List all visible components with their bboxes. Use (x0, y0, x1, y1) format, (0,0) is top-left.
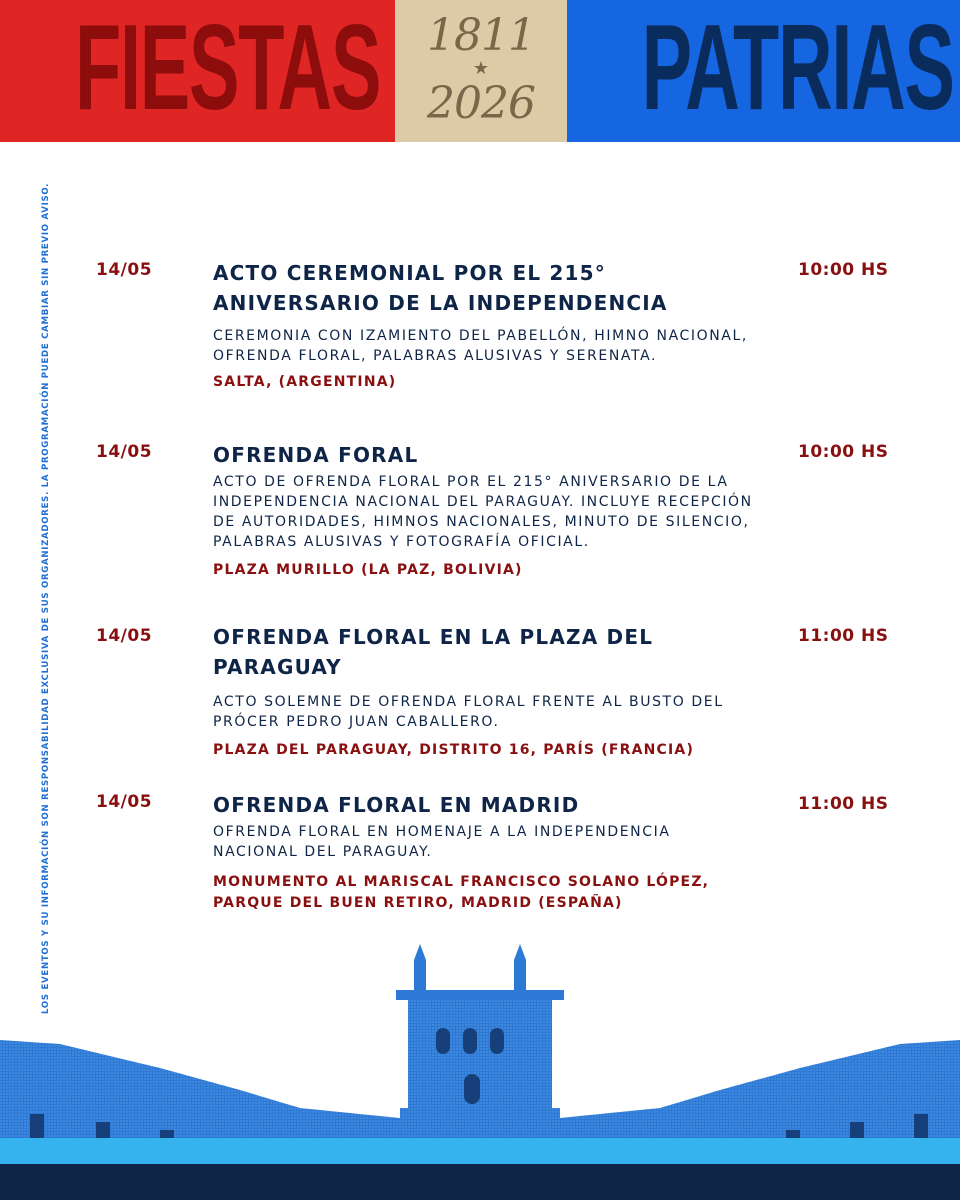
event-description: ACTO DE OFRENDA FLORAL POR EL 215° ANIVERSARIO DE LA INDEPENDENCIA NACIONAL DEL PARAGUAY. INCLUYE RECEPCIÓN DE AUTORIDADES, HIMNOS NACIONALES, MINUTO DE SILENCIO, PALABRAS ALUSIVAS Y FOTOGRAFÍA OFICIAL. (213, 474, 753, 550)
year-start: 1811 (427, 10, 535, 61)
event-body (213, 440, 753, 581)
event-description: CEREMONIA CON IZAMIENTO DEL PABELLÓN, HIMNO NACIONAL, OFRENDA FLORAL, PALABRAS ALUSIVAS Y SERENATA. (213, 328, 748, 364)
event-date: 14/05 (96, 626, 153, 646)
event-time: 10:00 HS (798, 442, 889, 462)
event-time: 11:00 HS (798, 626, 889, 646)
year-end: 2026 (427, 78, 535, 129)
event-body (213, 622, 753, 761)
event-body (213, 790, 753, 914)
star-icon: ★ (472, 58, 490, 79)
event-time: 10:00 HS (798, 260, 889, 280)
event-body (213, 258, 753, 393)
disclaimer-text: LOS EVENTOS Y SU INFORMACIÓN SON RESPONSABILIDAD EXCLUSIVA DE SUS ORGANIZADORES. LA PROGRAMACIÓN PUEDE CAMBIAR SIN PREVIO AVISO. (41, 182, 51, 1014)
event-title: OFRENDA FLORAL EN LA PLAZA DEL PARAGUAY (213, 625, 654, 679)
event-date: 14/05 (96, 792, 153, 812)
disclaimer-vertical (40, 182, 58, 1014)
event-time: 11:00 HS (798, 794, 889, 814)
header-red-panel (0, 0, 395, 142)
header-right-word: PATRIAS (641, 0, 954, 135)
event-location: PLAZA DEL PARAGUAY, DISTRITO 16, PARÍS (FRANCIA) (213, 742, 695, 758)
event-location: MONUMENTO AL MARISCAL FRANCISCO SOLANO LÓPEZ, PARQUE DEL BUEN RETIRO, MADRID (ESPAÑA) (213, 874, 710, 911)
event-date: 14/05 (96, 442, 153, 462)
header-left-word: FIESTAS (75, 0, 381, 135)
event-location: PLAZA MURILLO (LA PAZ, BOLIVIA) (213, 562, 523, 578)
event-date: 14/05 (96, 260, 153, 280)
event-title: ACTO CEREMONIAL POR EL 215° ANIVERSARIO DE LA INDEPENDENCIA (213, 261, 668, 315)
event-location: SALTA, (ARGENTINA) (213, 374, 397, 390)
palacio-de-lopez-icon (0, 940, 960, 1200)
header-blue-panel (567, 0, 960, 142)
event-description: OFRENDA FLORAL EN HOMENAJE A LA INDEPENDENCIA NACIONAL DEL PARAGUAY. (213, 824, 671, 860)
event-description: ACTO SOLEMNE DE OFRENDA FLORAL FRENTE AL BUSTO DEL PRÓCER PEDRO JUAN CABALLERO. (213, 694, 724, 730)
event-title: OFRENDA FORAL (213, 443, 419, 467)
event-title: OFRENDA FLORAL EN MADRID (213, 793, 580, 817)
header-banner (0, 0, 960, 142)
header-year-panel (395, 0, 567, 142)
